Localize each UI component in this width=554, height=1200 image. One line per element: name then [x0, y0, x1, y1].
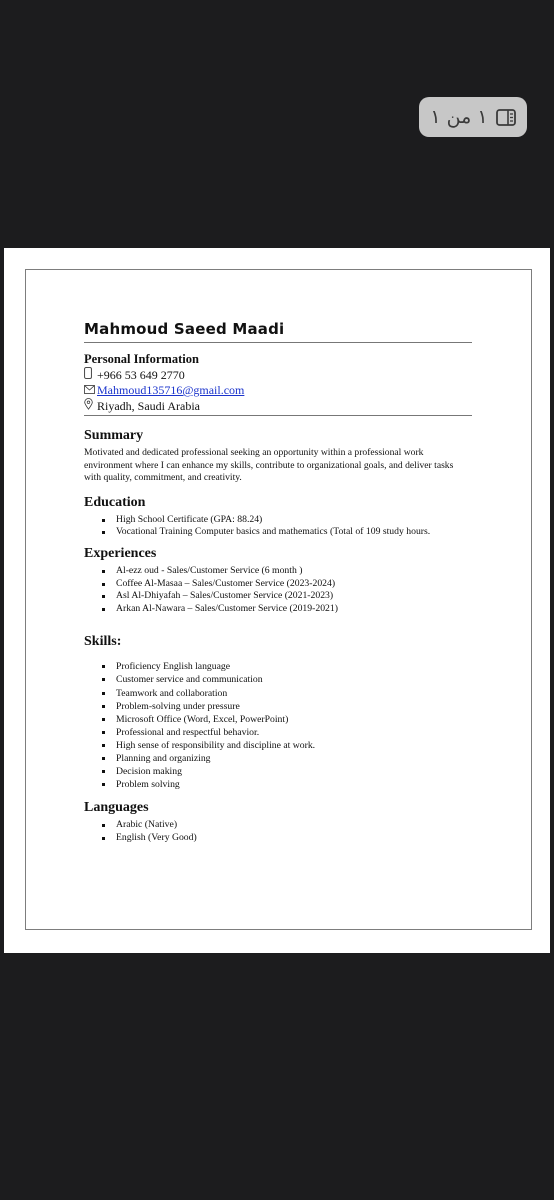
list-item: English (Very Good) — [100, 832, 472, 845]
list-item: Microsoft Office (Word, Excel, PowerPoint) — [100, 713, 472, 726]
list-item: Arkan Al-Nawara – Sales/Customer Service (2019-2021) — [100, 603, 472, 616]
skills-title: Skills: — [84, 634, 122, 650]
email-line — [84, 383, 472, 398]
list-item: High School Certificate (GPA: 88.24) — [100, 514, 472, 527]
list-item: High sense of responsibility and discipline at work. — [100, 739, 472, 752]
envelope-icon — [84, 383, 96, 398]
experiences-list — [84, 565, 472, 615]
list-item: Problem-solving under pressure — [100, 700, 472, 713]
list-item: Teamwork and collaboration — [100, 687, 472, 700]
summary-text: Motivated and dedicated professional seeking an opportunity within a professional work environment where I can enhance my skills, contribute to organizational goals, and deliver tasks with quality, commitment, and creativity. — [84, 447, 454, 484]
personal-info-title: Personal Information — [84, 352, 199, 366]
list-item: Professional and respectful behavior. — [100, 726, 472, 739]
email-link[interactable]: Mahmoud135716@gmail.com — [97, 383, 245, 397]
document-page — [4, 248, 550, 953]
list-item: Planning and organizing — [100, 752, 472, 765]
list-item: Customer service and communication — [100, 673, 472, 686]
resume-content — [84, 320, 472, 844]
location-pin-icon — [84, 398, 96, 414]
sidebar-icon — [496, 109, 516, 126]
list-item: Arabic (Native) — [100, 819, 472, 832]
phone-number: +966 53 649 2770 — [97, 367, 185, 382]
phone-line — [84, 367, 472, 383]
page-indicator-text: ١ من ١ — [430, 106, 488, 128]
personal-info-section — [84, 352, 472, 416]
summary-title: Summary — [84, 428, 144, 443]
languages-list — [84, 819, 472, 844]
education-title: Education — [84, 494, 146, 510]
list-item: Proficiency English language — [100, 660, 472, 673]
list-item: Vocational Training Computer basics and mathematics (Total of 109 study hours. — [100, 526, 472, 539]
phone-icon — [84, 367, 96, 383]
location-text: Riyadh, Saudi Arabia — [97, 398, 200, 413]
list-item: Asl Al-Dhiyafah – Sales/Customer Service (2021-2023) — [100, 590, 472, 603]
skills-list — [84, 660, 472, 791]
page-indicator-badge[interactable] — [419, 97, 527, 137]
resume-name: Mahmoud Saeed Maadi — [84, 320, 472, 343]
list-item: Al-ezz oud - Sales/Customer Service (6 month ) — [100, 565, 472, 578]
experiences-title: Experiences — [84, 545, 157, 561]
list-item: Coffee Al-Masaa – Sales/Customer Service (2023-2024) — [100, 578, 472, 591]
list-item: Decision making — [100, 765, 472, 778]
languages-title: Languages — [84, 800, 149, 816]
location-line — [84, 398, 472, 414]
education-list — [84, 514, 472, 539]
list-item: Problem solving — [100, 778, 472, 791]
